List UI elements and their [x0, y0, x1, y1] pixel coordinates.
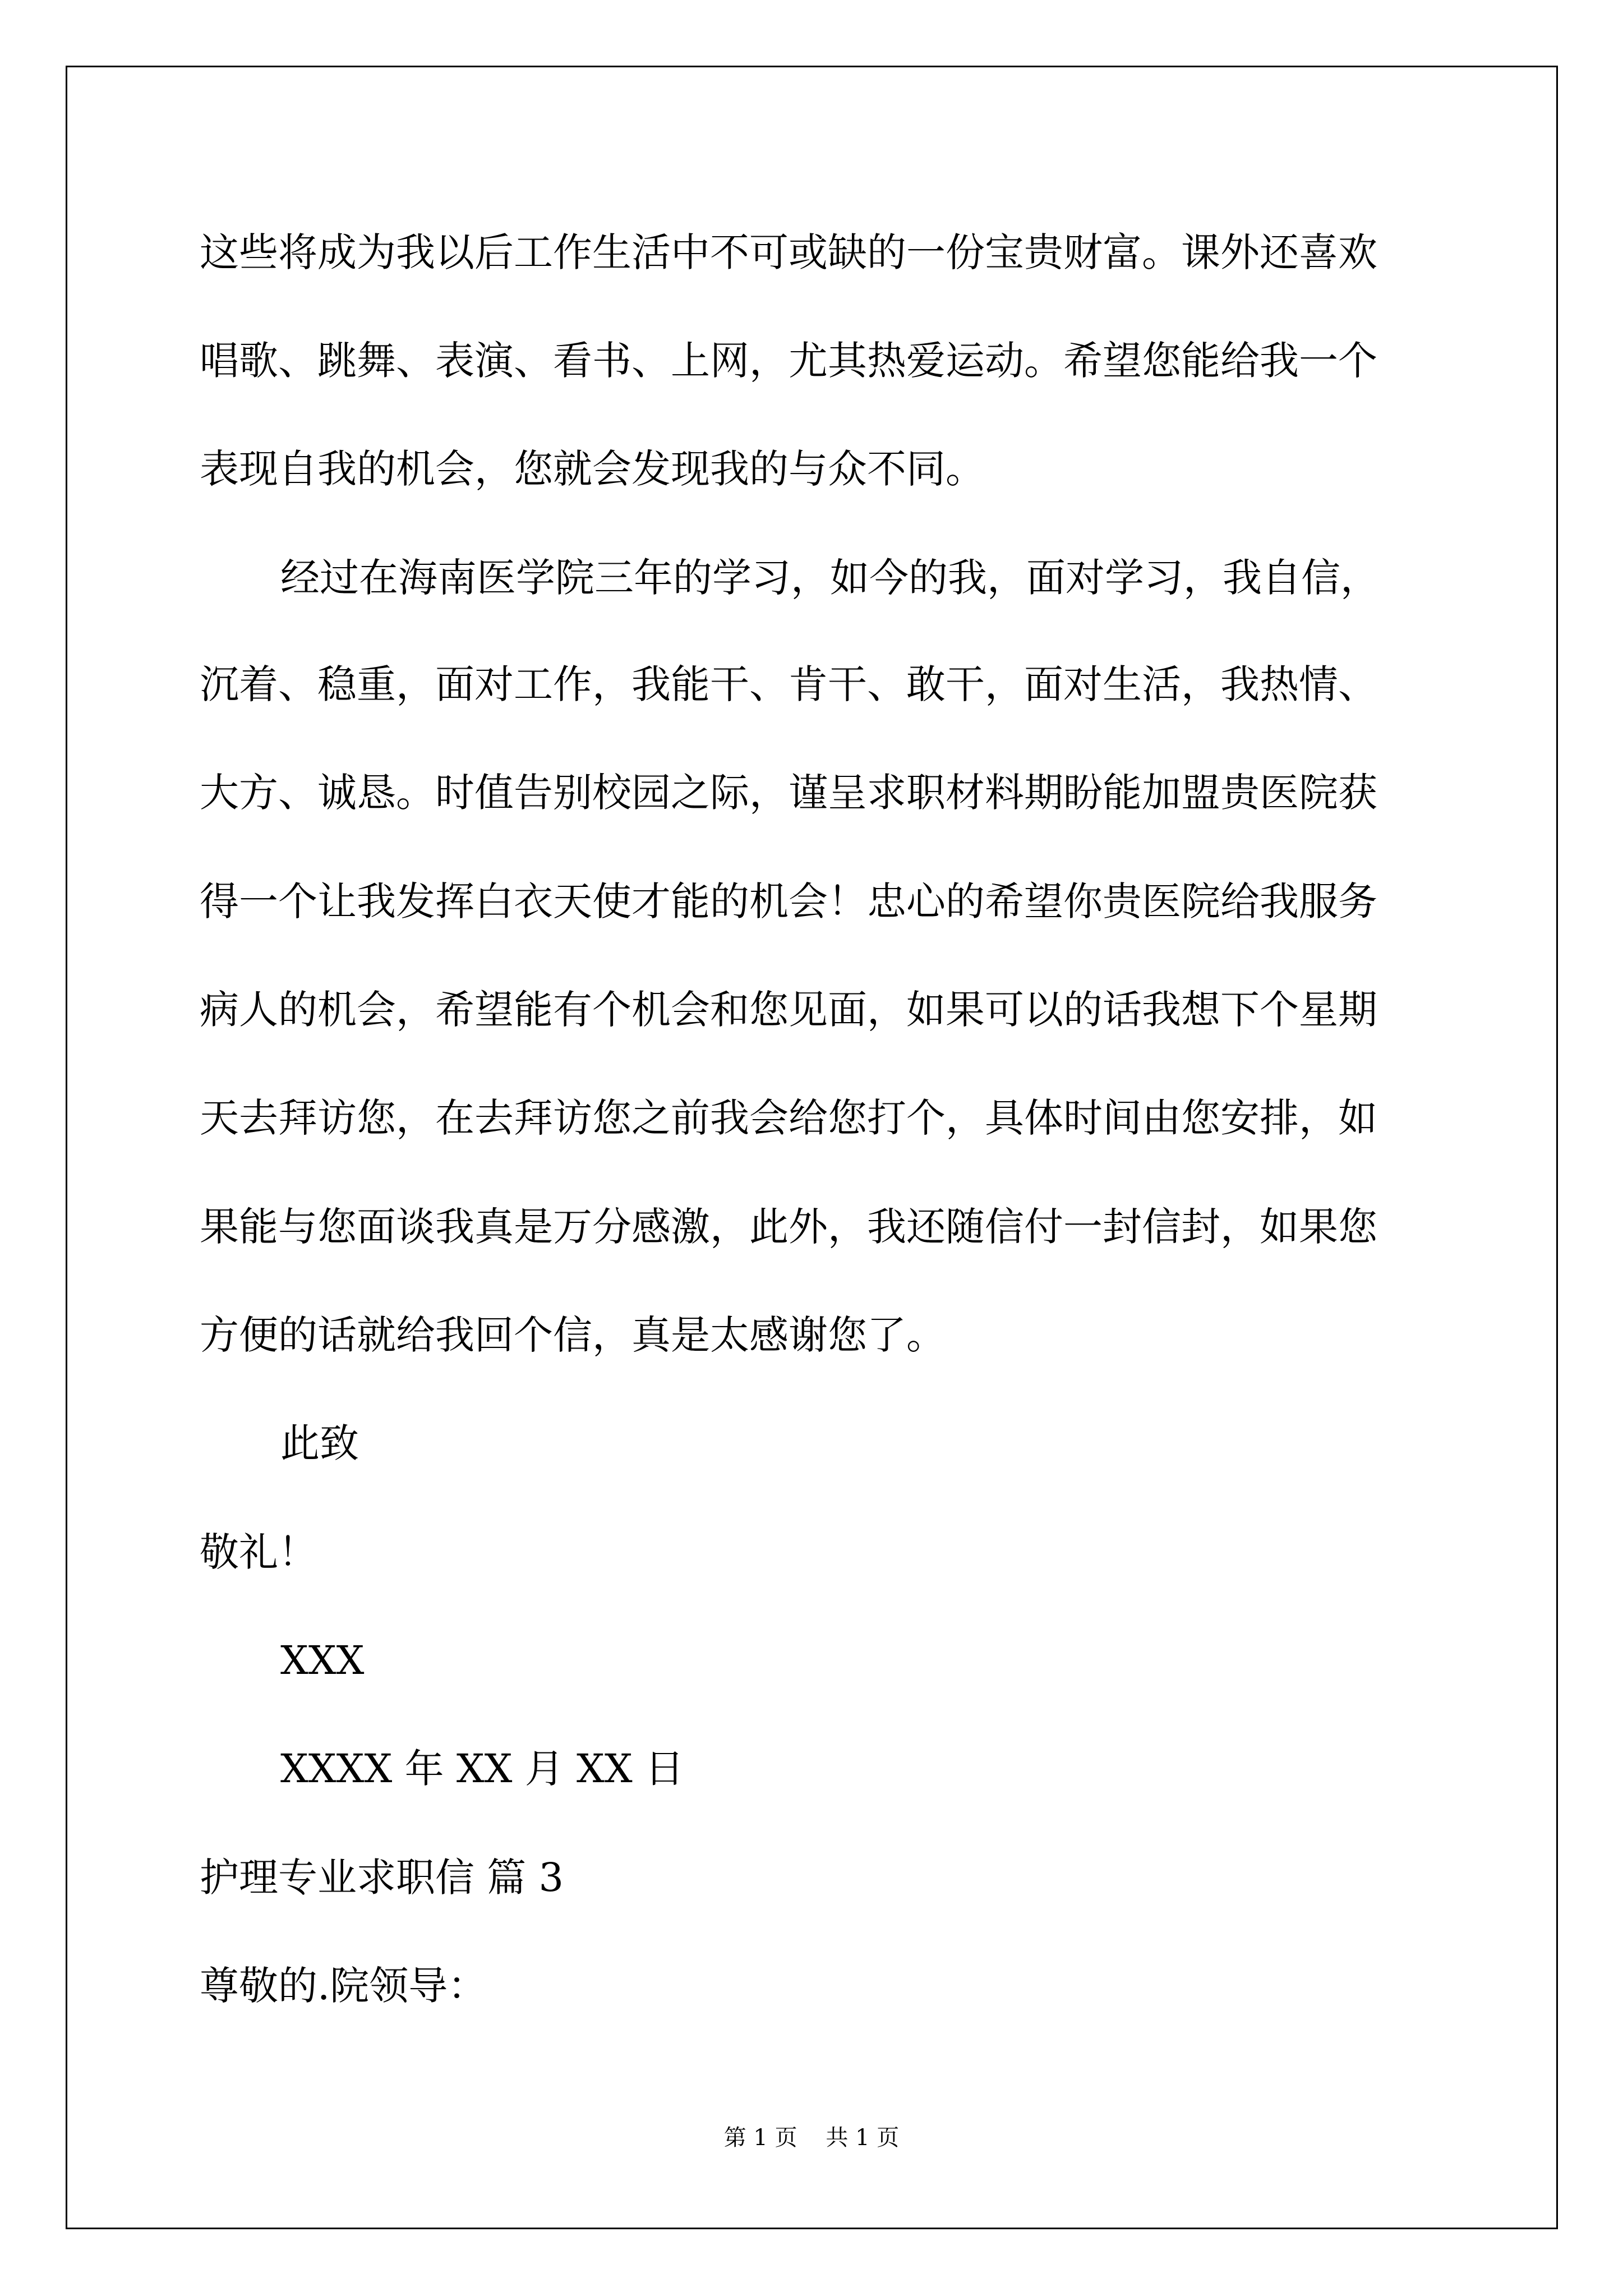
letter-line-4: 经过在海南医学院三年的学习，如今的我，面对学习，我自信，: [280, 555, 1380, 601]
date-text: XXXX 年 XX 月 XX 日: [280, 1746, 684, 1792]
closing-text: 此致: [280, 1420, 359, 1466]
greeting-text: 尊敬的.院领导：: [200, 1963, 487, 2009]
letter-line-7: 得一个让我发挥白衣天使才能的机会！忠心的希望你贵医院给我服务: [200, 878, 1377, 924]
page-border: [66, 66, 1558, 2229]
letter-line-1: 这些将成为我以后工作生活中不可或缺的一份宝贵财富。课外还喜欢: [200, 229, 1377, 275]
section-heading: 护理专业求职信 篇 3: [200, 1855, 564, 1901]
page-number-footer: 第 1 页 共 1 页: [723, 2125, 900, 2151]
letter-line-6: 大方、诚恳。时值告别校园之际，谨呈求职材料期盼能加盟贵医院获: [200, 770, 1377, 816]
salute-text: 敬礼！: [200, 1529, 317, 1575]
letter-line-5: 沉着、稳重，面对工作，我能干、肯干、敢干，面对生活，我热情、: [200, 661, 1377, 707]
letter-line-3: 表现自我的机会，您就会发现我的与众不同。: [200, 446, 985, 492]
letter-line-2: 唱歌、跳舞、表演、看书、上网，尤其热爱运动。希望您能给我一个: [200, 338, 1377, 384]
signature-text: XXX: [280, 1637, 365, 1683]
letter-line-8: 病人的机会，希望能有个机会和您见面，如果可以的话我想下个星期: [200, 987, 1377, 1033]
letter-line-11: 方便的话就给我回个信，真是太感谢您了。: [200, 1312, 946, 1358]
letter-line-9: 天去拜访您，在去拜访您之前我会给您打个，具体时间由您安排，如: [200, 1095, 1377, 1141]
letter-line-10: 果能与您面谈我真是万分感激，此外，我还随信付一封信封，如果您: [200, 1204, 1377, 1250]
